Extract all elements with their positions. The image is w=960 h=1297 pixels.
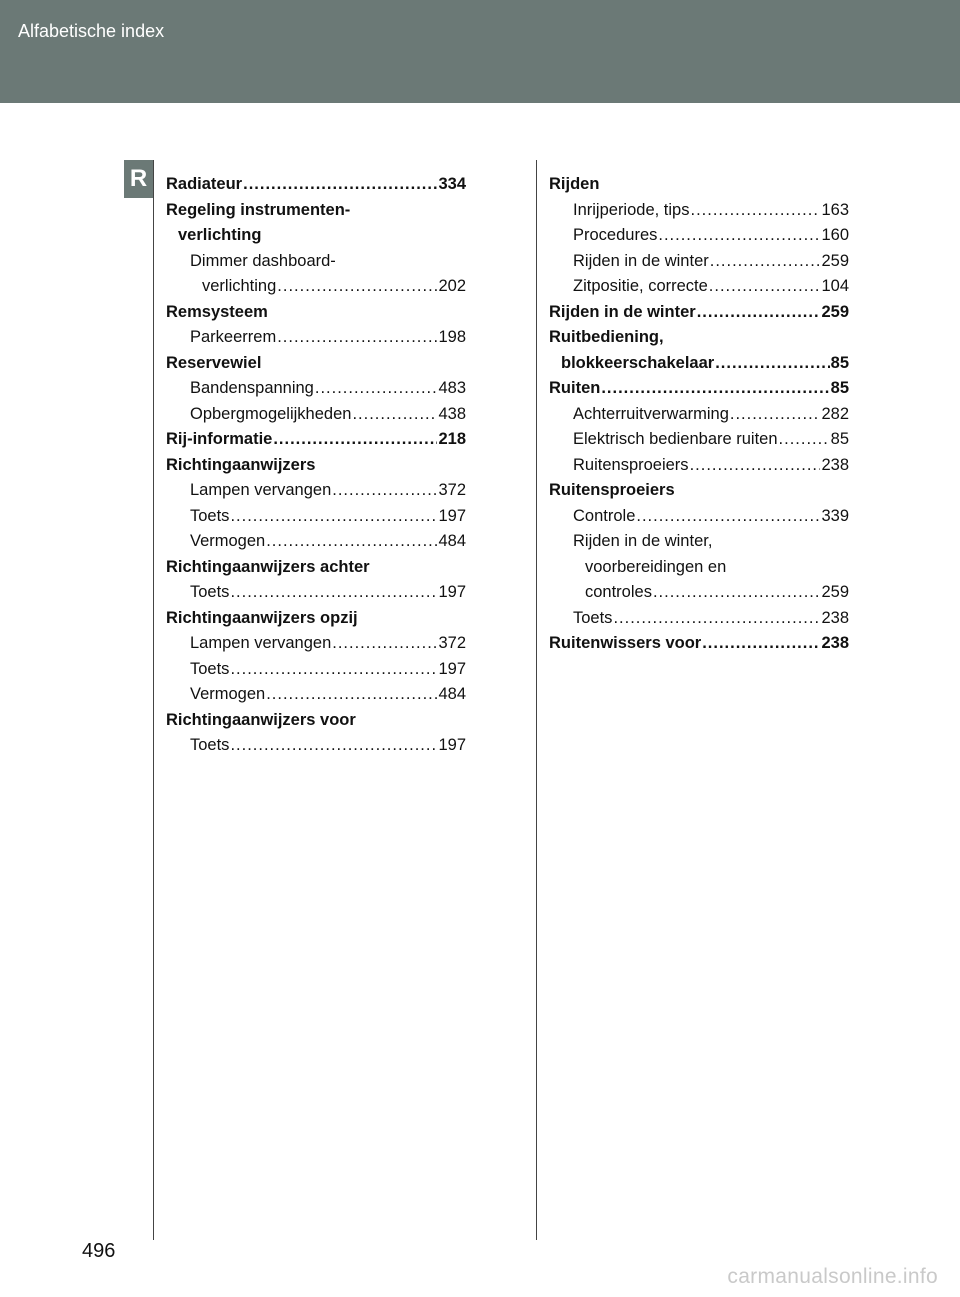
entry-text: Rij-informatie [166,430,273,448]
entry-page-number: 85 [830,430,849,448]
entry-text: Toets [190,736,230,754]
entry-text: Controle [573,506,636,525]
leader-dots [779,427,830,453]
entry-text: Regeling instrumenten- [166,200,351,219]
index-subentry [166,274,466,300]
entry-page-number: 160 [821,226,849,244]
index-entry [549,376,849,402]
index-subentry [549,223,849,249]
entry-page-number: 238 [821,455,849,474]
entry-page-number: 339 [821,506,849,525]
index-entry [549,478,849,504]
index-entry [166,172,466,198]
entry-text: Bandenspanning [190,379,314,397]
entry-text: Richtingaanwijzers [166,455,316,474]
leader-dots [230,733,437,759]
entry-text: Ruitenwissers voor [549,634,702,652]
letter-tab: R [124,160,153,198]
leader-dots [230,504,437,530]
entry-text: Rijden in de winter, [573,532,713,550]
leader-dots [332,478,437,504]
leader-dots [352,402,437,428]
index-subentry [549,274,849,300]
entry-page-number: 484 [438,532,466,550]
leader-dots [230,580,437,606]
leader-dots [697,300,821,326]
index-entry [166,606,466,632]
leader-dots [709,274,821,300]
entry-text: Procedures [573,226,658,244]
entry-text: Rijden in de winter [549,302,696,321]
index-entry [166,453,466,479]
index-entry [166,427,466,453]
leader-dots [273,427,437,453]
leader-dots [277,274,437,300]
index-entry [166,555,466,581]
section-title: Alfabetische index [18,21,165,41]
entry-page-number: 197 [438,659,466,678]
leader-dots [277,325,437,351]
leader-dots [690,453,821,479]
index-subentry [549,453,849,479]
index-subentry [166,580,466,606]
leader-dots [315,376,438,402]
entry-text: Ruiten [549,379,601,397]
leader-dots [710,249,821,275]
entry-text: Radiateur [166,175,243,193]
leader-dots [690,198,820,224]
entry-page-number: 483 [438,379,466,397]
entry-page-number: 197 [438,583,466,601]
entry-page-number: 238 [821,608,849,627]
entry-text: Ruitensproeiers [549,481,675,499]
entry-text: verlichting [178,226,262,244]
entry-text: Inrijperiode, tips [573,200,690,219]
entry-page-number: 163 [821,200,849,219]
leader-dots [613,606,820,632]
index-entry [549,325,849,351]
entry-text: Rijden [549,175,600,193]
entry-page-number: 484 [438,685,466,703]
entry-page-number: 372 [438,481,466,499]
index-entry [549,172,849,198]
entry-page-number: 197 [438,736,466,754]
leader-dots [715,351,829,377]
entry-page-number: 202 [438,277,466,295]
index-subentry [166,631,466,657]
leader-dots [243,172,437,198]
entry-page-number: 282 [821,404,849,423]
entry-text: Zitpositie, correcte [573,277,708,295]
index-subentry [549,402,849,428]
index-entry [166,300,466,326]
entry-page-number: 104 [821,277,849,295]
entry-text: Elektrisch bedienbare ruiten [573,430,778,448]
page-number: 496 [82,1240,116,1262]
leader-dots [266,529,437,555]
entry-text: Richtingaanwijzers opzij [166,608,358,627]
index-subentry [166,402,466,428]
index-subentry [549,198,849,224]
entry-page-number: 438 [438,404,466,423]
index-subentry [549,529,849,555]
index-subentry [549,580,849,606]
index-subentry [166,657,466,683]
index-subentry [549,555,849,581]
entry-page-number: 259 [821,583,849,601]
column-divider-left [153,160,154,1240]
index-subentry [166,733,466,759]
index-entry [166,223,466,249]
entry-page-number: 259 [821,251,849,270]
entry-text: Ruitbediening, [549,328,664,346]
entry-page-number: 334 [438,175,466,193]
entry-text: Lampen vervangen [190,634,332,652]
leader-dots [653,580,821,606]
leader-dots [266,682,437,708]
header-bar [0,0,960,103]
entry-text: controles [585,583,652,601]
entry-page-number: 85 [830,353,849,372]
entry-text: Ruitensproeiers [573,455,689,474]
entry-text: Toets [573,608,613,627]
index-subentry [549,427,849,453]
entry-text: Vermogen [190,685,266,703]
leader-dots [332,631,437,657]
watermark: carmanualsonline.info [727,1265,938,1288]
index-subentry [166,504,466,530]
entry-text: Reservewiel [166,353,262,372]
index-subentry [166,529,466,555]
leader-dots [601,376,829,402]
entry-text: Richtingaanwijzers voor [166,710,356,729]
entry-text: Opbergmogelijkheden [190,404,352,423]
entry-text: Richtingaanwijzers achter [166,557,370,576]
entry-text: blokkeerschakelaar [561,353,715,372]
leader-dots [730,402,821,428]
index-entry [549,300,849,326]
entry-text: Parkeerrem [190,328,277,346]
entry-page-number: 197 [438,506,466,525]
entry-text: Toets [190,583,230,601]
entry-page-number: 372 [438,634,466,652]
entry-text: Rijden in de winter [573,251,709,270]
entry-page-number: 259 [821,302,849,321]
index-column-left [166,172,466,759]
entry-text: Remsysteem [166,302,268,321]
index-subentry [166,249,466,275]
entry-page-number: 85 [830,379,849,397]
entry-text: Toets [190,659,230,678]
index-entry [166,198,466,224]
index-entry [549,351,849,377]
entry-text: Dimmer dashboard- [190,251,336,270]
entry-page-number: 198 [438,328,466,346]
entry-text: Lampen vervangen [190,481,332,499]
index-subentry [549,504,849,530]
index-subentry [549,249,849,275]
leader-dots [636,504,820,530]
entry-text: Achterruitverwarming [573,404,729,423]
entry-page-number: 238 [821,634,849,652]
index-column-right [549,172,849,657]
leader-dots [230,657,437,683]
index-subentry [166,682,466,708]
entry-text: verlichting [202,277,277,295]
index-subentry [166,325,466,351]
entry-text: Vermogen [190,532,266,550]
entry-page-number: 218 [438,430,466,448]
entry-text: Toets [190,506,230,525]
leader-dots [658,223,820,249]
index-entry [166,708,466,734]
index-subentry [549,606,849,632]
index-subentry [166,376,466,402]
leader-dots [702,631,820,657]
index-subentry [166,478,466,504]
entry-text: voorbereidingen en [585,557,727,576]
column-divider-middle [536,160,537,1240]
index-entry [166,351,466,377]
index-entry [549,631,849,657]
